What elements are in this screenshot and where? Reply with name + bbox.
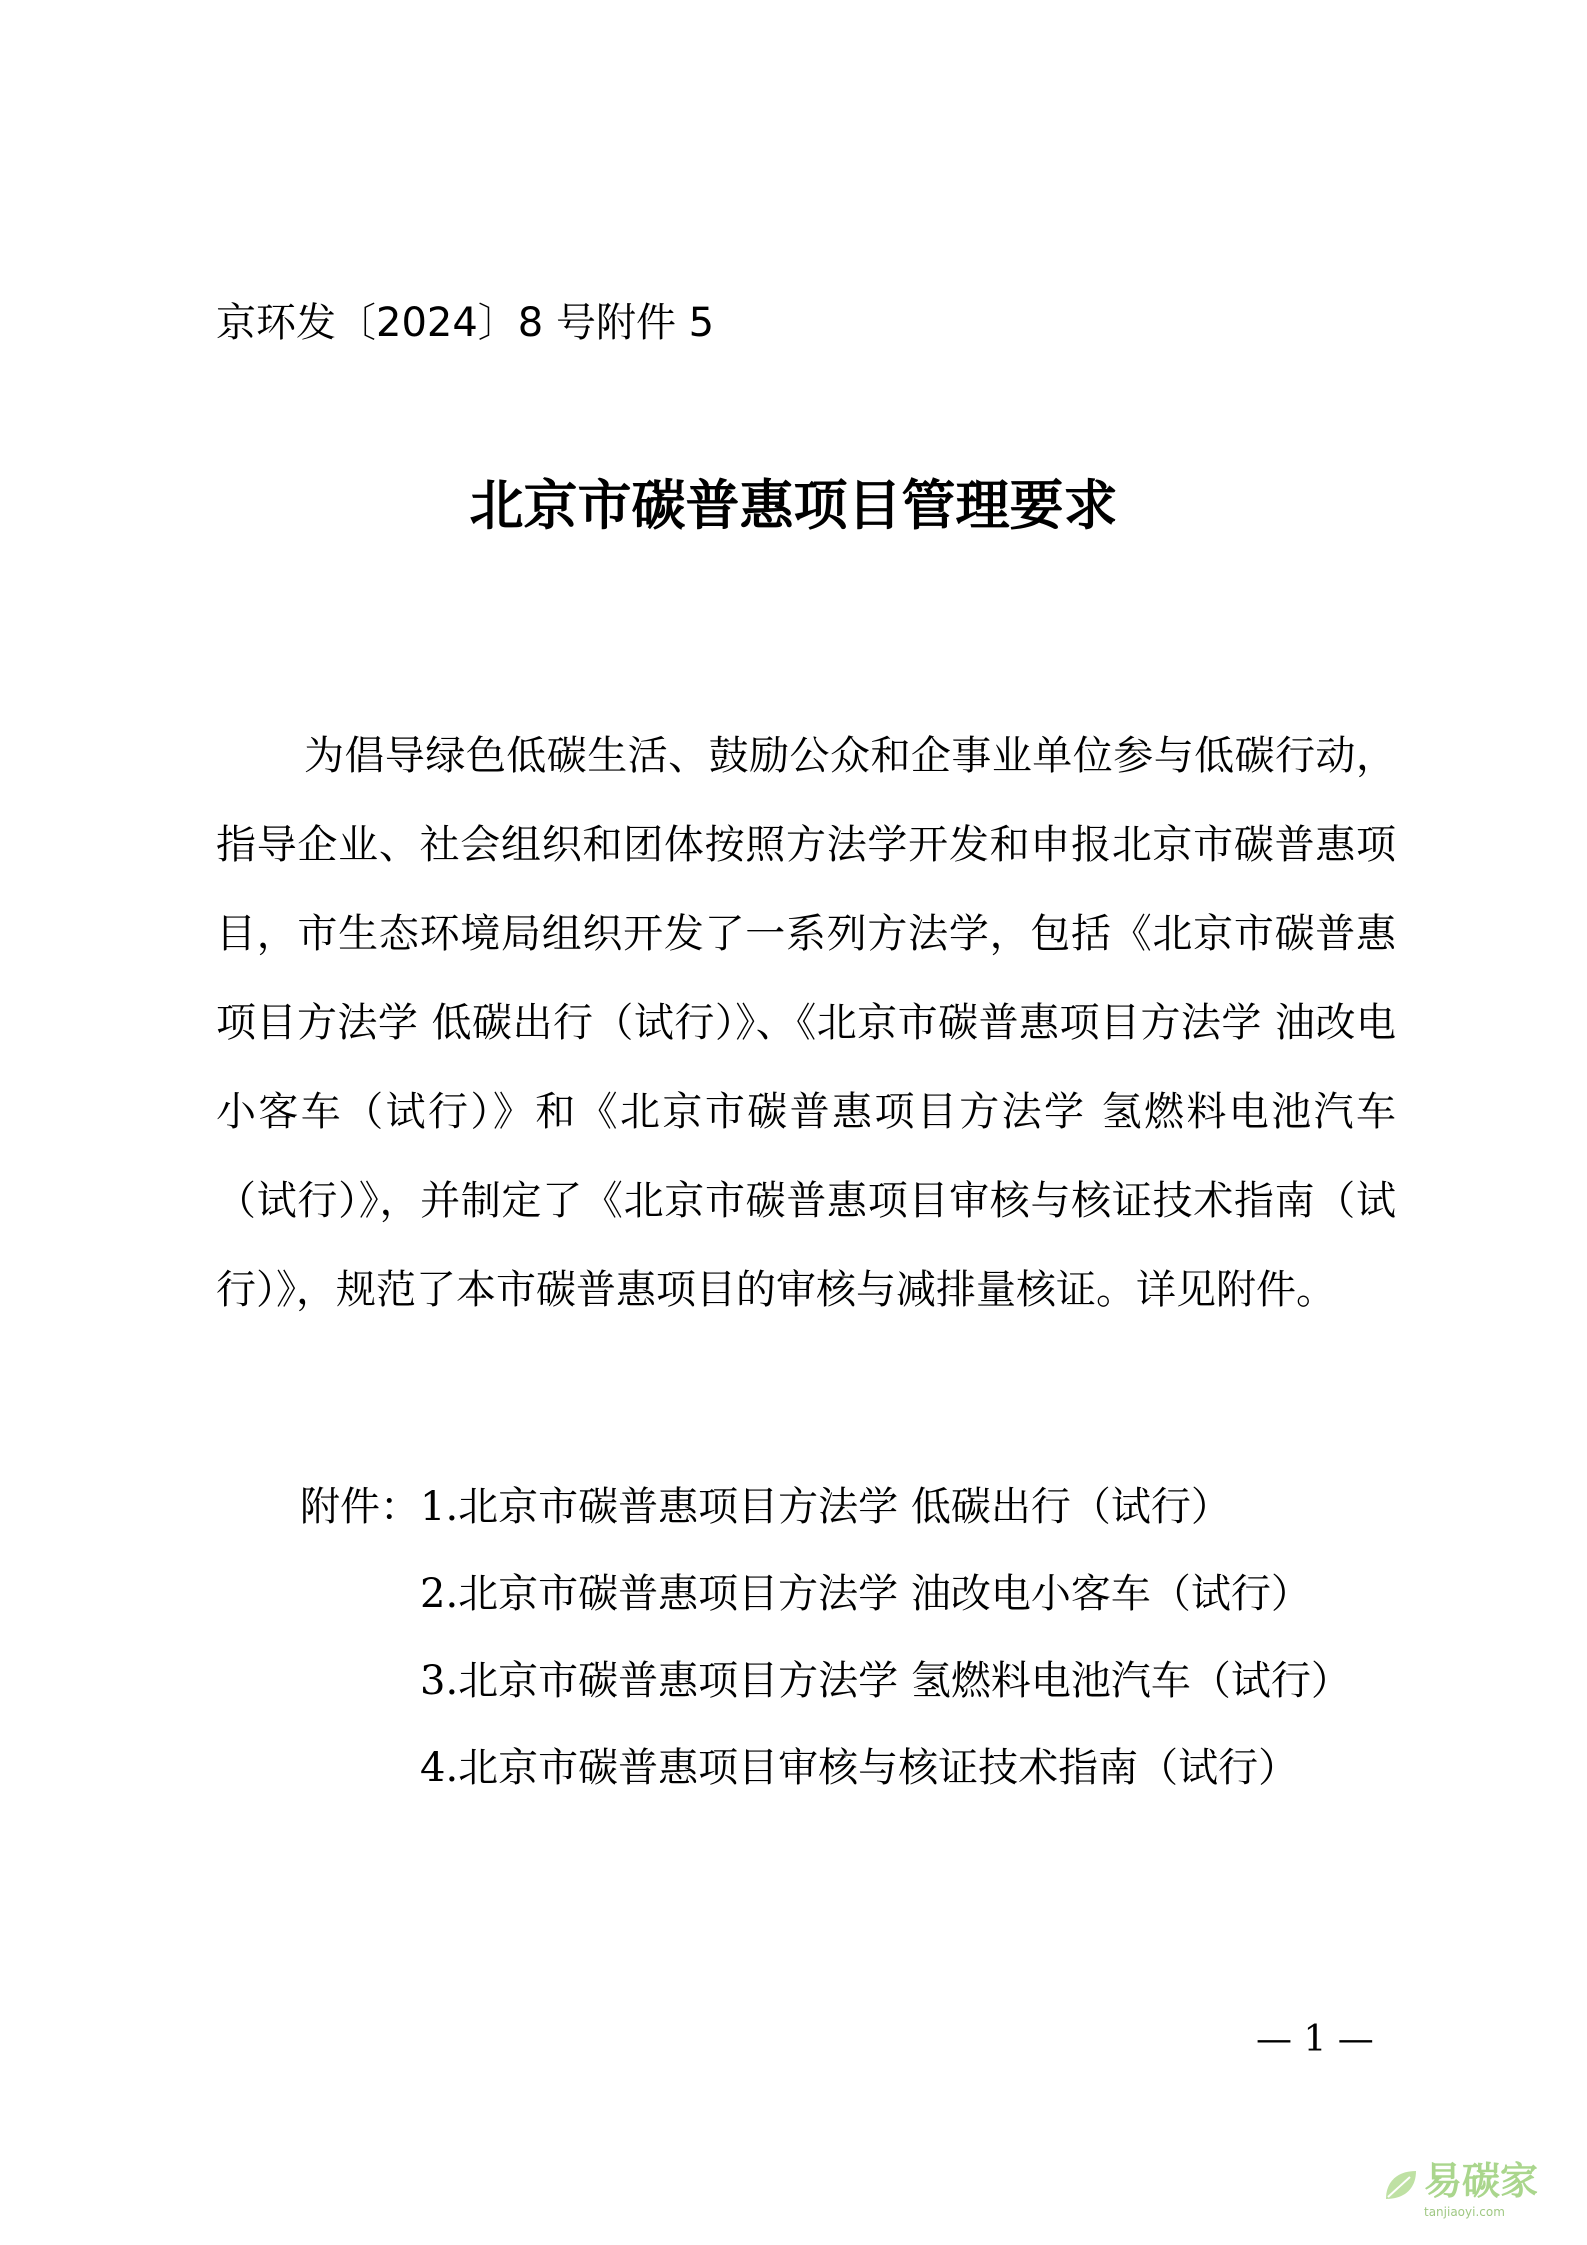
attachment-item	[300, 1725, 1400, 1812]
attachments-label: 附件：	[300, 1484, 420, 1530]
watermark-logo	[1380, 2150, 1538, 2219]
page-number: — 1 —	[1256, 2019, 1374, 2060]
watermark-text: 易碳家	[1424, 2159, 1539, 2203]
watermark-site: tanjiaoyi.com	[1424, 2205, 1505, 2219]
attachment-item-text: 1.北京市碳普惠项目方法学 低碳出行（试行）	[420, 1484, 1231, 1530]
leaf-icon	[1380, 2165, 1420, 2205]
document-body-paragraph: 为倡导绿色低碳生活、鼓励公众和企事业单位参与低碳行动，指导企业、社会组织和团体按照方法学开发和申报北京市碳普惠项目，市生态环境局组织开发了一系列方法学，包括《北京市碳普惠项目方法学 低碳出行（试行）》、《北京市碳普惠项目方法学 油改电小客车（试行）》和《北京市碳普惠项目方法学 氢燃料电池汽车（试行）》，并制定了《北京市碳普惠项目审核与核证技术指南（试行）》，规范了本市碳普惠项目的审核与减排量核证。详见附件。	[216, 733, 1396, 1313]
attachment-item-text: 4.北京市碳普惠项目审核与核证技术指南（试行）	[420, 1745, 1299, 1791]
attachment-item	[300, 1638, 1400, 1725]
attachment-item	[300, 1551, 1400, 1638]
attachments-list	[300, 1464, 1400, 1812]
document-number: 京环发〔2024〕8 号附件 5	[216, 300, 715, 346]
attachment-item-text: 2.北京市碳普惠项目方法学 油改电小客车（试行）	[420, 1571, 1311, 1617]
attachment-item-text: 3.北京市碳普惠项目方法学 氢燃料电池汽车（试行）	[420, 1658, 1351, 1704]
attachment-item	[300, 1464, 1400, 1551]
document-title: 北京市碳普惠项目管理要求	[469, 473, 1118, 537]
